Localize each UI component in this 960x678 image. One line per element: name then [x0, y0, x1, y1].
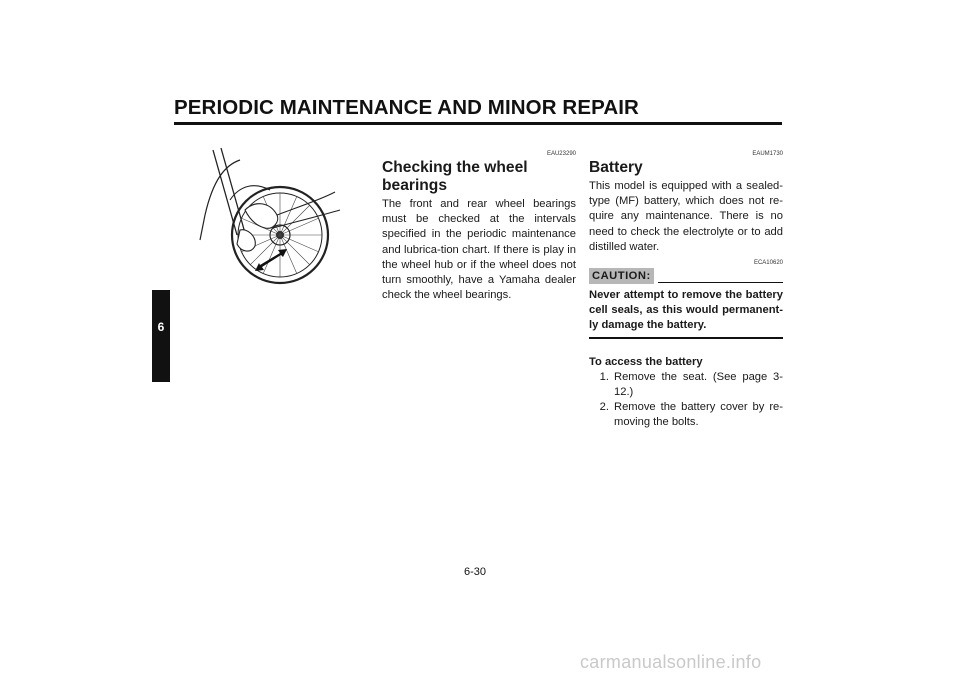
caution-bottom-rule: [589, 337, 783, 339]
section-body: This model is equipped with a sealed-type (MF) battery, which does not re-quire any maintenance. There is no need to check the electrolyte or to add distilled water.: [589, 180, 783, 253]
step-number: 2.: [599, 401, 609, 414]
watermark: carmanualsonline.info: [580, 652, 762, 672]
section-heading: Battery: [589, 159, 643, 176]
chapter-number: 6: [157, 320, 165, 334]
caution-text: Never attempt to remove the battery cell seals, as this would permanent-ly damage the battery.: [589, 289, 783, 332]
chapter-tab: [152, 290, 170, 382]
header-rule: [174, 122, 782, 125]
section-body: The front and rear wheel bearings must be checked at the intervals specified in the periodic maintenance and lubrica-tion chart. If there is play in the wheel hub or if the wheel does not turn smoothly, have a Yamaha dealer check the wheel bearings.: [382, 198, 576, 302]
section-code: EAUM1730: [752, 151, 783, 157]
section-heading: Checking the wheel bearings: [382, 159, 528, 194]
battery-section: [589, 150, 783, 431]
procedure-step: [589, 400, 783, 430]
caution-box-header: [589, 268, 783, 284]
procedure-steps: [589, 370, 783, 431]
wheel-bearing-illustration: [185, 140, 370, 290]
page-title: PERIODIC MAINTENANCE AND MINOR REPAIR: [174, 96, 639, 119]
procedure-step: [589, 370, 783, 400]
wheel-bearing-section: [382, 150, 576, 303]
page-number: 6-30: [464, 566, 487, 578]
step-text: Remove the battery cover by re-moving the bolts.: [614, 401, 783, 429]
procedure-subheading: To access the battery: [589, 355, 703, 368]
step-text: Remove the seat. (See page 3-12.): [614, 370, 783, 399]
caution-code: ECA10620: [753, 260, 783, 267]
step-number: 1.: [599, 370, 609, 383]
caution-label: CAUTION:: [589, 268, 654, 284]
caution-rule: [658, 282, 783, 283]
section-code: EAU23290: [546, 151, 576, 157]
